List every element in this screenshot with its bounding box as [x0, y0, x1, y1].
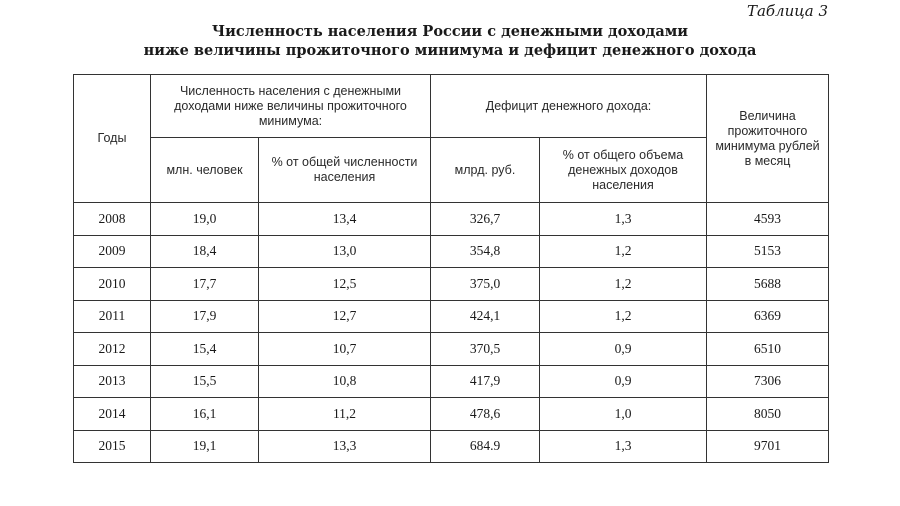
cell-subsistence-minimum: 7306	[707, 365, 829, 398]
cell-subsistence-minimum: 5153	[707, 235, 829, 268]
cell-deficit-bln-rub: 684.9	[431, 430, 540, 463]
cell-pct-population: 13,3	[259, 430, 431, 463]
cell-pct-population: 10,8	[259, 365, 431, 398]
cell-subsistence-minimum: 8050	[707, 398, 829, 431]
cell-mln-people: 15,5	[151, 365, 259, 398]
table-row	[74, 203, 829, 236]
cell-subsistence-minimum: 9701	[707, 430, 829, 463]
cell-year: 2015	[74, 430, 151, 463]
cell-subsistence-minimum: 6369	[707, 300, 829, 333]
cell-mln-people: 16,1	[151, 398, 259, 431]
cell-subsistence-minimum: 6510	[707, 333, 829, 366]
cell-year: 2010	[74, 268, 151, 301]
table-title	[0, 22, 900, 60]
header-years: Годы	[74, 75, 151, 203]
cell-year: 2008	[74, 203, 151, 236]
header-subsistence-minimum: Величина прожиточного минимума рублей в месяц	[707, 75, 829, 203]
cell-subsistence-minimum: 4593	[707, 203, 829, 236]
table-row	[74, 365, 829, 398]
cell-year: 2013	[74, 365, 151, 398]
header-pct-population: % от общей численности населения	[259, 138, 431, 203]
table-row	[74, 333, 829, 366]
header-deficit-group: Дефицит денежного дохода:	[431, 75, 707, 138]
population-income-table	[73, 74, 829, 463]
cell-mln-people: 19,1	[151, 430, 259, 463]
table-row	[74, 430, 829, 463]
cell-pct-income: 1,2	[540, 300, 707, 333]
cell-pct-income: 1,2	[540, 268, 707, 301]
table-body	[74, 203, 829, 463]
cell-pct-population: 12,5	[259, 268, 431, 301]
cell-subsistence-minimum: 5688	[707, 268, 829, 301]
cell-pct-income: 1,3	[540, 430, 707, 463]
cell-pct-population: 12,7	[259, 300, 431, 333]
table-row	[74, 300, 829, 333]
cell-pct-population: 11,2	[259, 398, 431, 431]
cell-mln-people: 19,0	[151, 203, 259, 236]
cell-mln-people: 17,9	[151, 300, 259, 333]
cell-pct-income: 1,2	[540, 235, 707, 268]
cell-pct-income: 1,0	[540, 398, 707, 431]
cell-pct-income: 0,9	[540, 365, 707, 398]
title-line-2: ниже величины прожиточного минимума и дефицит денежного дохода	[143, 42, 757, 59]
cell-deficit-bln-rub: 370,5	[431, 333, 540, 366]
cell-pct-income: 1,3	[540, 203, 707, 236]
cell-deficit-bln-rub: 424,1	[431, 300, 540, 333]
cell-deficit-bln-rub: 478,6	[431, 398, 540, 431]
cell-deficit-bln-rub: 326,7	[431, 203, 540, 236]
cell-pct-income: 0,9	[540, 333, 707, 366]
table-row	[74, 235, 829, 268]
cell-mln-people: 17,7	[151, 268, 259, 301]
cell-mln-people: 15,4	[151, 333, 259, 366]
cell-pct-population: 13,4	[259, 203, 431, 236]
cell-year: 2014	[74, 398, 151, 431]
cell-year: 2011	[74, 300, 151, 333]
header-mln-people: млн. человек	[151, 138, 259, 203]
cell-deficit-bln-rub: 354,8	[431, 235, 540, 268]
cell-year: 2009	[74, 235, 151, 268]
cell-pct-population: 10,7	[259, 333, 431, 366]
cell-pct-population: 13,0	[259, 235, 431, 268]
cell-deficit-bln-rub: 375,0	[431, 268, 540, 301]
table-number-label: Таблица 3	[746, 2, 828, 20]
cell-deficit-bln-rub: 417,9	[431, 365, 540, 398]
header-population-group: Численность населения с денежными доходами ниже величины прожиточного минимума:	[151, 75, 431, 138]
cell-mln-people: 18,4	[151, 235, 259, 268]
cell-year: 2012	[74, 333, 151, 366]
title-line-1: Численность населения России с денежными доходами	[211, 23, 689, 40]
header-pct-income: % от общего объема денежных доходов населения	[540, 138, 707, 203]
header-bln-rub: млрд. руб.	[431, 138, 540, 203]
header-row-1	[74, 75, 829, 138]
table-row	[74, 398, 829, 431]
table-row	[74, 268, 829, 301]
